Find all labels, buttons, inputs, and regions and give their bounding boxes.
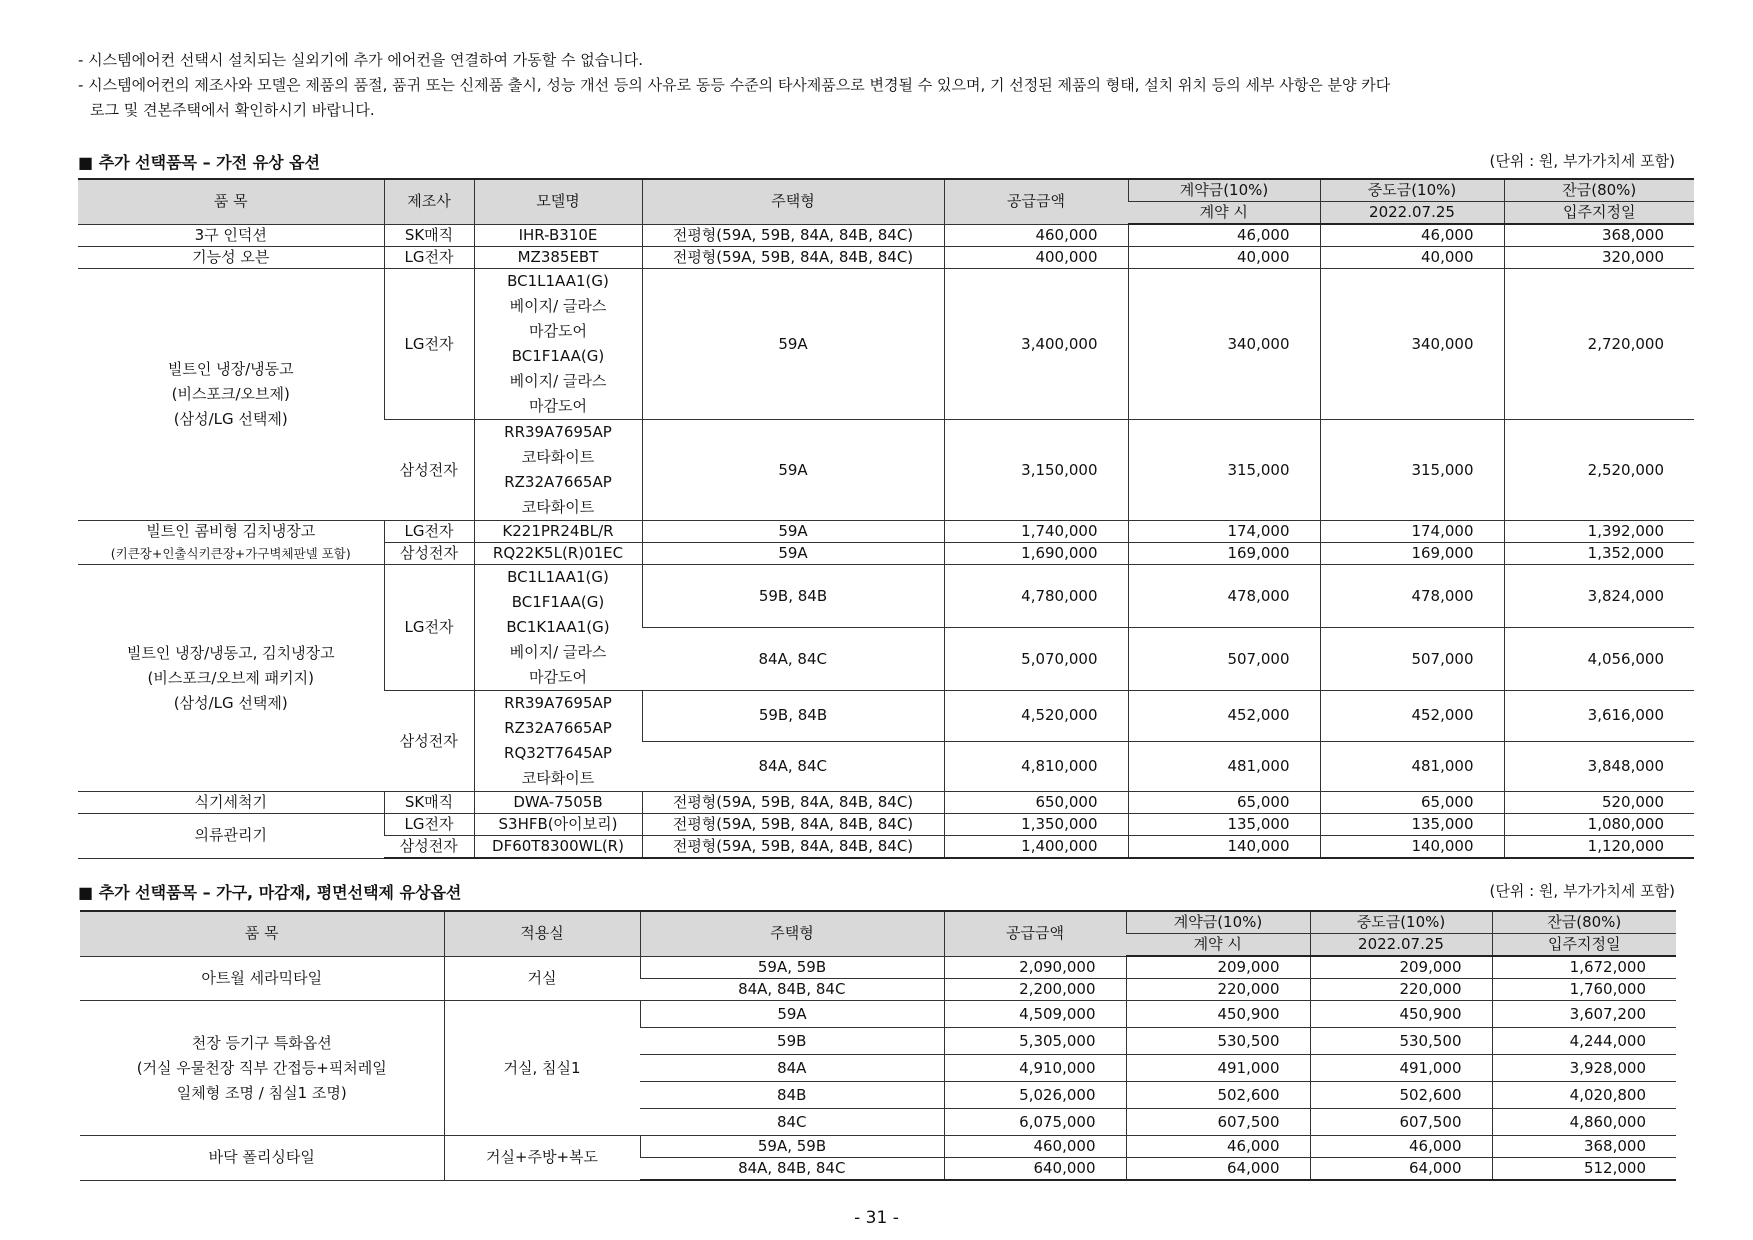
table-cell: 4,509,000 [944, 1001, 1126, 1028]
table-cell: SK매직 [384, 224, 474, 247]
hdr2-balance: 잔금(80%) [1492, 911, 1676, 934]
table-cell: 209,000 [1126, 956, 1310, 979]
table-cell: 기능성 오븐 [78, 247, 384, 269]
table-row [78, 543, 1694, 565]
notes [78, 48, 1688, 123]
table-cell: 400,000 [944, 247, 1128, 269]
table-cell: 1,690,000 [944, 543, 1128, 565]
table-cell: 3,607,200 [1492, 1001, 1676, 1028]
table-cell: 209,000 [1310, 956, 1492, 979]
package-lg-model: BC1L1AA1(G) BC1F1AA(G) BC1K1AA1(G) 베이지/ 글라스 마감도어 [474, 565, 642, 691]
table-cell: 1,672,000 [1492, 956, 1676, 979]
section2-title: ■ 추가 선택품목 – 가구, 마감재, 평면선택제 유상옵션 [78, 883, 462, 902]
table-cell: 전평형(59A, 59B, 84A, 84B, 84C) [642, 224, 944, 247]
table-cell: 450,900 [1126, 1001, 1310, 1028]
table-row [78, 224, 1694, 247]
table-row [78, 269, 1694, 420]
table-cell: 2,090,000 [944, 956, 1126, 979]
fridge-item: 빌트인 냉장/냉동고 (비스포크/오브제) (삼성/LG 선택제) [78, 269, 384, 521]
hdr2-deposit: 계약금(10%) [1126, 911, 1310, 934]
hdr2-middle: 중도금(10%) [1310, 911, 1492, 934]
table-cell: 220,000 [1126, 979, 1310, 1001]
table-cell: 59A [642, 543, 944, 565]
hdr2-room: 적용실 [444, 911, 640, 956]
hdr-supply: 공급금액 [944, 179, 1128, 224]
hdr-deposit: 계약금(10%) [1128, 179, 1320, 202]
hdr-balance: 잔금(80%) [1504, 179, 1694, 202]
table-cell: 59B, 84B [642, 691, 944, 742]
table-cell: 481,000 [1128, 741, 1320, 792]
table-cell: 450,900 [1310, 1001, 1492, 1028]
table-cell: 59A [642, 420, 944, 521]
table-cell: 340,000 [1128, 269, 1320, 420]
table-cell: 2,720,000 [1504, 269, 1694, 420]
table-cell: 5,070,000 [944, 628, 1128, 691]
table-cell: 530,500 [1310, 1028, 1492, 1055]
page-number: - 31 - [854, 1208, 899, 1228]
table-cell: 452,000 [1128, 691, 1320, 742]
hdr-balance-sub: 입주지정일 [1504, 202, 1694, 225]
table-cell: 478,000 [1320, 565, 1504, 628]
table-cell: 1,080,000 [1504, 814, 1694, 836]
table-cell: 320,000 [1504, 247, 1694, 269]
table-cell: 174,000 [1320, 521, 1504, 543]
section1-title: ■ 추가 선택품목 – 가전 유상 옵션 [78, 153, 321, 172]
table-cell: 거실 [444, 956, 640, 1001]
table-cell: 2,520,000 [1504, 420, 1694, 521]
table-cell: RQ22K5L(R)01EC [474, 543, 642, 565]
table-cell: 507,000 [1320, 628, 1504, 691]
table-cell: IHR-B310E [474, 224, 642, 247]
table-cell: 368,000 [1504, 224, 1694, 247]
table-cell: 4,810,000 [944, 741, 1128, 792]
table-cell: 502,600 [1310, 1082, 1492, 1109]
table-cell: 169,000 [1320, 543, 1504, 565]
table-cell: 4,244,000 [1492, 1028, 1676, 1055]
table-cell: 452,000 [1320, 691, 1504, 742]
hdr2-deposit-sub: 계약 시 [1126, 934, 1310, 957]
table-cell: 315,000 [1320, 420, 1504, 521]
hdr2-balance-sub: 입주지정일 [1492, 934, 1676, 957]
table-cell: 84A, 84C [642, 628, 944, 691]
table-row [78, 792, 1694, 814]
appliance-option-table [78, 178, 1694, 859]
hdr-model: 모델명 [474, 179, 642, 224]
table-cell: 84C [640, 1109, 944, 1136]
table-cell: 5,026,000 [944, 1082, 1126, 1109]
hdr-deposit-sub: 계약 시 [1128, 202, 1320, 225]
table-cell: 전평형(59A, 59B, 84A, 84B, 84C) [642, 836, 944, 859]
table-cell: 전평형(59A, 59B, 84A, 84B, 84C) [642, 792, 944, 814]
table-cell: 84A, 84C [642, 741, 944, 792]
hdr2-middle-sub: 2022.07.25 [1310, 934, 1492, 957]
table-cell: LG전자 [384, 269, 474, 420]
table-cell: 3,824,000 [1504, 565, 1694, 628]
table-cell: 507,000 [1128, 628, 1320, 691]
table-cell: 삼성전자 [384, 836, 474, 859]
table-cell: 135,000 [1320, 814, 1504, 836]
section1-unit: (단위 : 원, 부가가치세 포함) [1489, 152, 1675, 170]
table-cell: 481,000 [1320, 741, 1504, 792]
table-row [78, 814, 1694, 836]
table-cell: 3구 인덕션 [78, 224, 384, 247]
table-cell: 640,000 [944, 1158, 1126, 1181]
table-cell: MZ385EBT [474, 247, 642, 269]
table-cell: 59A [640, 1001, 944, 1028]
table-cell: 491,000 [1126, 1055, 1310, 1082]
table-cell: 3,400,000 [944, 269, 1128, 420]
package-samsung-model: RR39A7695AP RZ32A7665AP RQ32T7645AP 코타화이트 [474, 691, 642, 792]
table-cell: 174,000 [1128, 521, 1320, 543]
table-cell: 64,000 [1310, 1158, 1492, 1181]
table-cell: 4,860,000 [1492, 1109, 1676, 1136]
table-cell: 1,120,000 [1504, 836, 1694, 859]
table-cell: 65,000 [1320, 792, 1504, 814]
hdr-maker: 제조사 [384, 179, 474, 224]
table-cell: 삼성전자 [384, 543, 474, 565]
hdr2-supply: 공급금액 [944, 911, 1126, 956]
table-cell: LG전자 [384, 521, 474, 543]
table-cell: 84A [640, 1055, 944, 1082]
table-cell: 59A [642, 521, 944, 543]
table-cell: 59A, 59B [640, 956, 944, 979]
table-cell: 140,000 [1320, 836, 1504, 859]
table-cell: 의류관리기 [78, 814, 384, 859]
table-cell: 220,000 [1310, 979, 1492, 1001]
table-cell: 135,000 [1128, 814, 1320, 836]
table-cell: 46,000 [1320, 224, 1504, 247]
hdr2-type: 주택형 [640, 911, 944, 956]
table-cell: 84B [640, 1082, 944, 1109]
table-cell: 59B, 84B [642, 565, 944, 628]
fridge-lg-model: BC1L1AA1(G) 베이지/ 글라스 마감도어 BC1F1AA(G) 베이지/ 글라스 마감도어 [474, 269, 642, 420]
table-cell: 1,400,000 [944, 836, 1128, 859]
table-row [80, 1001, 1676, 1028]
table-cell: (키큰장+인출식키큰장+가구벽체판넬 포함) [78, 543, 384, 565]
table-cell: 491,000 [1310, 1055, 1492, 1082]
table-cell: 59A [642, 269, 944, 420]
table-cell: 65,000 [1128, 792, 1320, 814]
table-cell: 식기세척기 [78, 792, 384, 814]
table-cell: 368,000 [1492, 1136, 1676, 1158]
hdr2-item: 품 목 [80, 911, 444, 956]
table-cell: SK매직 [384, 792, 474, 814]
table-cell: 40,000 [1320, 247, 1504, 269]
table-cell: LG전자 [384, 247, 474, 269]
table-cell: 59B [640, 1028, 944, 1055]
table-row [78, 521, 1694, 543]
table-row [78, 247, 1694, 269]
section2-unit: (단위 : 원, 부가가치세 포함) [1489, 882, 1675, 900]
hdr-item: 품 목 [78, 179, 384, 224]
table-cell: DF60T8300WL(R) [474, 836, 642, 859]
table-cell: 530,500 [1126, 1028, 1310, 1055]
note-2: - 시스템에어컨의 제조사와 모델은 제품의 품절, 품귀 또는 신제품 출시, 성능 개선 등의 사유로 동등 수준의 타사제품으로 변경될 수 있으며, 기 선정된 제품의 형태, 설치 위치 등의 세부 사항은 분양 카다 [78, 76, 1391, 94]
table-cell: 거실+주방+복도 [444, 1136, 640, 1181]
table-cell: 바닥 폴리싱타일 [80, 1136, 444, 1181]
table-cell: 340,000 [1320, 269, 1504, 420]
table-cell: DWA-7505B [474, 792, 642, 814]
table-cell: 6,075,000 [944, 1109, 1126, 1136]
table-cell: 315,000 [1128, 420, 1320, 521]
table-cell: 46,000 [1310, 1136, 1492, 1158]
table-cell: 1,352,000 [1504, 543, 1694, 565]
table-cell: 607,500 [1310, 1109, 1492, 1136]
lighting-item: 천장 등기구 특화옵션 (거실 우물천장 직부 간접등+픽처레일 일체형 조명 / 침실1 조명) [80, 1001, 444, 1136]
table-cell: 1,350,000 [944, 814, 1128, 836]
table-cell: 460,000 [944, 224, 1128, 247]
table-cell: 512,000 [1492, 1158, 1676, 1181]
table-cell: 46,000 [1126, 1136, 1310, 1158]
note-1: - 시스템에어컨 선택시 설치되는 실외기에 추가 에어컨을 연결하여 가동할 수 없습니다. [78, 51, 644, 69]
table-row [80, 1136, 1676, 1158]
table-cell: 2,200,000 [944, 979, 1126, 1001]
table-row [78, 565, 1694, 628]
table-cell: 전평형(59A, 59B, 84A, 84B, 84C) [642, 814, 944, 836]
table-cell: 삼성전자 [384, 691, 474, 792]
table-cell: LG전자 [384, 565, 474, 691]
note-2-cont: 로그 및 견본주택에서 확인하시기 바랍니다. [90, 101, 375, 119]
table-cell: K221PR24BL/R [474, 521, 642, 543]
table-cell: 607,500 [1126, 1109, 1310, 1136]
table-cell: 전평형(59A, 59B, 84A, 84B, 84C) [642, 247, 944, 269]
table-cell: S3HFB(아이보리) [474, 814, 642, 836]
table-cell: 3,150,000 [944, 420, 1128, 521]
table-cell: 84A, 84B, 84C [640, 979, 944, 1001]
fridge-samsung-model: RR39A7695AP 코타화이트 RZ32A7665AP 코타화이트 [474, 420, 642, 521]
table-cell: 4,520,000 [944, 691, 1128, 742]
table-cell: 650,000 [944, 792, 1128, 814]
table-cell: 5,305,000 [944, 1028, 1126, 1055]
table-cell: 460,000 [944, 1136, 1126, 1158]
table-cell: 64,000 [1126, 1158, 1310, 1181]
furniture-option-table [80, 910, 1676, 1181]
table-cell: LG전자 [384, 814, 474, 836]
table-cell: 84A, 84B, 84C [640, 1158, 944, 1181]
table-cell: 1,760,000 [1492, 979, 1676, 1001]
table-cell: 520,000 [1504, 792, 1694, 814]
table-cell: 4,056,000 [1504, 628, 1694, 691]
table-cell: 40,000 [1128, 247, 1320, 269]
package-item: 빌트인 냉장/냉동고, 김치냉장고 (비스포크/오브제 패키지) (삼성/LG 선택제) [78, 565, 384, 792]
table-cell: 169,000 [1128, 543, 1320, 565]
table-cell: 502,600 [1126, 1082, 1310, 1109]
table-cell: 3,928,000 [1492, 1055, 1676, 1082]
table-cell: 아트월 세라믹타일 [80, 956, 444, 1001]
table-cell: 4,020,800 [1492, 1082, 1676, 1109]
hdr-middle: 중도금(10%) [1320, 179, 1504, 202]
table-cell: 4,910,000 [944, 1055, 1126, 1082]
table-row [80, 956, 1676, 979]
table-cell: 478,000 [1128, 565, 1320, 628]
table-cell: 1,392,000 [1504, 521, 1694, 543]
table-cell: 거실, 침실1 [444, 1001, 640, 1136]
hdr-type: 주택형 [642, 179, 944, 224]
table-cell: 59A, 59B [640, 1136, 944, 1158]
table-cell: 삼성전자 [384, 420, 474, 521]
table-cell: 3,616,000 [1504, 691, 1694, 742]
hdr-middle-sub: 2022.07.25 [1320, 202, 1504, 225]
table-cell: 140,000 [1128, 836, 1320, 859]
table-cell: 4,780,000 [944, 565, 1128, 628]
table-cell: 46,000 [1128, 224, 1320, 247]
table-cell: 1,740,000 [944, 521, 1128, 543]
table-cell: 3,848,000 [1504, 741, 1694, 792]
table-cell: 빌트인 콤비형 김치냉장고 [146, 522, 316, 541]
